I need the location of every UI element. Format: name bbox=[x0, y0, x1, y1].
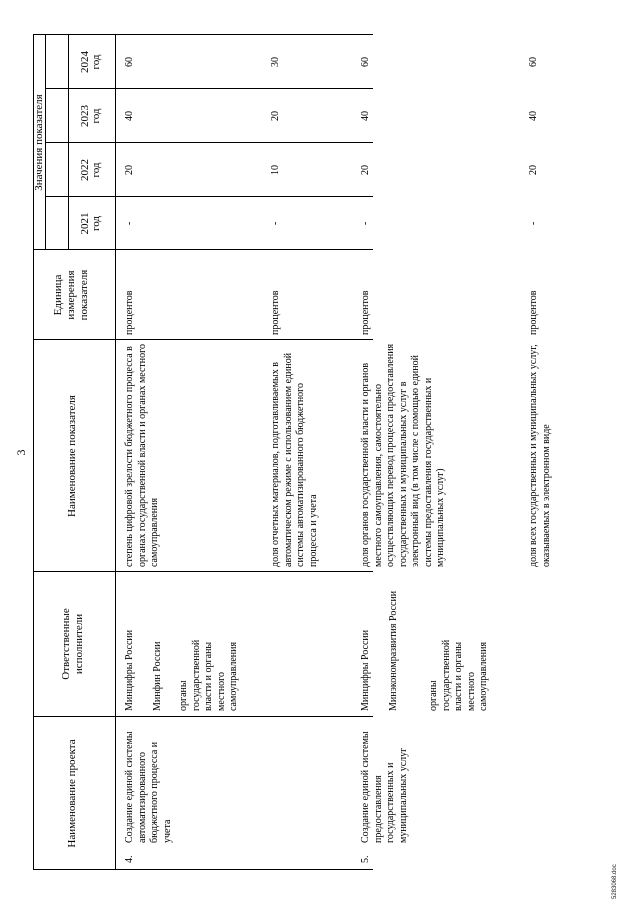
row-5-indicator-2-2023: 40 bbox=[528, 111, 539, 121]
row-5-indicator-1-2024: 60 bbox=[360, 57, 371, 67]
row-4-indicator-2-unit: процентов bbox=[270, 290, 281, 335]
row-4-indicator-2-2024: 30 bbox=[270, 57, 281, 67]
row-5-executor-1: Минцифры России bbox=[360, 629, 371, 711]
row-5-executor-3: органы государственной власти и органы местного самоуправления bbox=[428, 639, 489, 711]
row-5-indicator-1-2021: - bbox=[360, 221, 371, 226]
header-indicator: Наименование показателя bbox=[66, 395, 78, 517]
row-4-indicator-1-2024: 60 bbox=[124, 57, 135, 67]
row-5-indicator-1-2022: 20 bbox=[360, 165, 371, 175]
row-5-number: 5. bbox=[360, 855, 371, 863]
file-name: 5283068.doc bbox=[612, 864, 618, 899]
row-5-project: Создание единой системы предоставления государственных и муниципальных услуг bbox=[360, 731, 409, 843]
row-5-indicator-2-unit: процентов bbox=[528, 290, 539, 335]
row-4-indicator-1: степень цифровой зрелости бюджетного процесса в органах государственной власти и органах местного самоуправления bbox=[124, 344, 160, 567]
row-4-indicator-1-2021: - bbox=[124, 221, 135, 226]
row-4-number: 4. bbox=[124, 855, 135, 863]
row-5-indicator-2-2021: - bbox=[528, 221, 539, 226]
row-4-indicator-2-2021: - bbox=[270, 221, 281, 226]
row-4-executor-1: Минцифры России bbox=[124, 629, 135, 711]
header-year-2024: 2024 год bbox=[79, 51, 102, 73]
row-4-indicator-1-2022: 20 bbox=[124, 165, 135, 175]
row-4-executor-3: органы государственной власти и органы местного самоуправления bbox=[178, 639, 239, 711]
row-4-indicator-1-2023: 40 bbox=[124, 111, 135, 121]
row-5-executor-2: Минэкономразвития России bbox=[388, 590, 399, 711]
row-5-indicator-2-2024: 60 bbox=[528, 57, 539, 67]
page-number: 3 bbox=[14, 449, 28, 456]
header-unit: Единица измерения показателя bbox=[52, 269, 90, 321]
row-5-indicator-1-unit: процентов bbox=[360, 290, 371, 335]
row-4-indicator-2-2023: 20 bbox=[270, 111, 281, 121]
header-year-2023: 2023 год bbox=[79, 105, 102, 127]
header-year-2022: 2022 год bbox=[79, 159, 102, 181]
row-4-indicator-1-unit: процентов bbox=[124, 290, 135, 335]
header-year-2021: 2021 год bbox=[79, 212, 102, 235]
row-5-indicator-1: доля органов государственной власти и органов местного самоуправления, самостоятельно осуществляющих перевод процесса предоставления государственных и муниципальных услуг в электронный вид (в том числе с помощью единой системы предоставления государственных и муниципальных услуг) bbox=[360, 343, 446, 567]
row-4-indicator-2-2022: 10 bbox=[270, 165, 281, 175]
row-5-indicator-2: доля всех государственных и муниципальных услуг, оказываемых в электронном виде bbox=[528, 344, 552, 567]
row-5-indicator-1-2023: 40 bbox=[360, 111, 371, 121]
row-4-executor-2: Минфин России bbox=[152, 641, 163, 711]
row-4-indicator-2: доля отчетных материалов, подготавливаемых в автоматическом режиме с использованием единой системы автоматизированного бюджетного процесса и учета bbox=[270, 352, 319, 567]
header-values: Значения показателя bbox=[33, 94, 45, 191]
row-4-project: Создание единой системы автоматизированного бюджетного процесса и учета bbox=[124, 731, 173, 843]
row-5-indicator-2-2022: 20 bbox=[528, 165, 539, 175]
header-executors: Ответственные исполнители bbox=[60, 608, 85, 680]
header-project: Наименование проекта bbox=[66, 739, 78, 848]
